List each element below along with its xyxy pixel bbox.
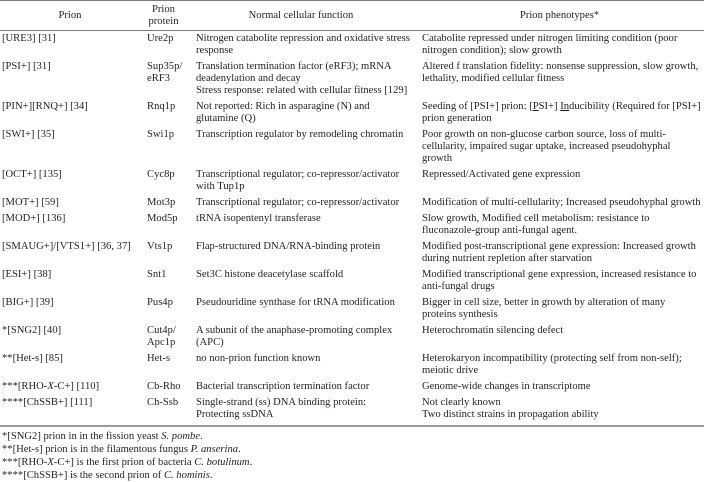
phenotype-text-part: In — [560, 101, 570, 112]
cell-prion-phenotype — [415, 99, 704, 127]
table-row — [0, 59, 704, 99]
cell-prion: [MOT+] [59] — [2, 197, 59, 208]
footnote — [2, 456, 704, 469]
table-row — [0, 295, 704, 323]
cell-prion-phenotype-line: Heterochromatin silencing defect — [422, 325, 564, 336]
cell-prion-phenotype — [415, 127, 704, 167]
cell-normal-function — [187, 127, 415, 167]
header-normal-function: Normal cellular function — [187, 1, 415, 31]
cell-normal-function — [187, 351, 415, 379]
cell-prion: [ESI+] [38] — [2, 269, 52, 280]
cell-prion-phenotype — [415, 395, 704, 426]
cell-prion-protein-line: eRF3 — [147, 73, 170, 84]
cell-normal-function — [187, 395, 415, 426]
prion-name-part: -C+] [110] — [53, 381, 100, 392]
cell-prion-protein-line: Pus4p — [147, 297, 173, 308]
table-row — [0, 211, 704, 239]
footnote-part: *[SNG2] prion in in the fission yeast — [2, 431, 162, 442]
cell-prion-phenotype-line: Genome-wide changes in transcriptome — [422, 381, 591, 392]
cell-prion-protein — [140, 31, 187, 60]
cell-prion-protein — [140, 239, 187, 267]
table-row — [0, 395, 704, 426]
cell-normal-function — [187, 379, 415, 395]
footnote-part: -C+] is the first prion of bacteria — [53, 457, 195, 468]
cell-prion-protein-line: Cb-Rho — [147, 381, 181, 392]
cell-prion-protein — [140, 395, 187, 426]
cell-normal-function-line: Pseudouridine synthase for tRNA modification — [196, 297, 395, 308]
cell-prion-protein-line: Ure2p — [147, 33, 174, 44]
header-prion: Prion — [0, 1, 140, 31]
cell-normal-function — [187, 59, 415, 99]
cell-prion-phenotype-line: Not clearly known — [422, 397, 501, 408]
cell-prion: [PIN+][RNQ+] [34] — [2, 101, 88, 112]
cell-prion-protein — [140, 195, 187, 211]
cell-prion-protein-line: Rnq1p — [147, 101, 176, 112]
cell-prion-protein — [140, 295, 187, 323]
cell-prion: ****[ChSSB+] [111] — [0, 395, 140, 426]
cell-prion-phenotype-line: Two distinct strains in propagation ability — [422, 409, 599, 420]
cell-prion: **[Het-s] [85] — [2, 353, 63, 364]
cell-prion-protein-line: Snt1 — [147, 269, 167, 280]
phenotype-text-part: ducibility (Required for [PSI+] prion generation — [422, 101, 701, 124]
cell-prion-protein-line: Sup35p/ — [147, 61, 183, 72]
cell-prion-protein-line: Het-s — [147, 353, 170, 364]
table-row — [0, 351, 704, 379]
cell-prion-protein-line: Cyc8p — [147, 169, 175, 180]
cell-prion-protein-line: Swi1p — [147, 129, 175, 140]
footnote — [2, 469, 704, 482]
cell-prion-protein — [140, 211, 187, 239]
cell-prion-protein-line: Cut4p/ — [147, 325, 176, 336]
footnote-part: . — [249, 457, 253, 468]
cell-normal-function-line: Stress response: related with cellular fitness [129] — [196, 85, 408, 96]
cell-normal-function-line: Nitrogen catabolite repression and oxidative stress response — [196, 33, 410, 56]
cell-normal-function-line: Bacterial transcription termination factor — [196, 381, 370, 392]
table-row — [0, 127, 704, 167]
cell-prion-phenotype — [415, 239, 704, 267]
table-row — [0, 239, 704, 267]
cell-prion-protein — [140, 99, 187, 127]
cell-normal-function — [187, 195, 415, 211]
footnote-part: ***[RHO- — [2, 457, 48, 468]
phenotype-text-part: P — [532, 101, 539, 112]
cell-prion: [PSI+] [31] — [2, 61, 51, 72]
cell-prion: [BIG+] [39] — [2, 297, 54, 308]
cell-normal-function-line: tRNA isopentenyl transferase — [196, 213, 321, 224]
cell-prion-protein-line: Ch-Ssb — [147, 397, 179, 408]
cell-prion-phenotype-line: Heterokaryon incompatibility (protecting self from non-self); meiotic drive — [422, 353, 682, 376]
cell-normal-function-line: Flap-structured DNA/RNA-binding protein — [196, 241, 381, 252]
footnotes — [0, 427, 704, 482]
cell-prion-protein — [140, 127, 187, 167]
footnote-part: X — [47, 457, 54, 468]
header-prion-protein-line1: Prion — [152, 4, 175, 15]
cell-normal-function-line: Not reported: Rich in asparagine (N) and glutamine (Q) — [196, 101, 370, 124]
footnote-part: . — [200, 431, 203, 442]
cell-prion-phenotype-line: Repressed/Activated gene expression — [422, 169, 581, 180]
cell-normal-function — [187, 31, 415, 60]
cell-normal-function — [187, 323, 415, 351]
table-row — [0, 379, 704, 395]
cell-prion-phenotype-line: Slow growth, Modified cell metabolism: resistance to fluconazole-group anti-fungal agent. — [422, 213, 650, 236]
cell-prion-phenotype-line: Modification of multi-cellularity; Increased pseudohyphal growth — [422, 197, 701, 208]
cell-prion-protein-line: Mod5p — [147, 213, 178, 224]
cell-prion-phenotype-line: Altered f translation fidelity: nonsense suppression, slow growth, lethality, modified cellular fitness — [422, 61, 699, 84]
footnote-part: C. botulinum — [194, 457, 250, 468]
table-row — [0, 323, 704, 351]
cell-normal-function-line: Set3C histone deacetylase scaffold — [196, 269, 344, 280]
table-row — [0, 195, 704, 211]
footnote-part: S. pombe — [161, 431, 201, 442]
header-prion-protein — [140, 1, 187, 31]
table-row — [0, 167, 704, 195]
footnote-part: . — [238, 444, 241, 455]
cell-normal-function-line: Transcriptional regulator; co-repressor/activator — [196, 197, 400, 208]
prion-name-part: ***[RHO- — [2, 381, 48, 392]
footnote — [2, 443, 704, 456]
cell-prion-phenotype — [415, 323, 704, 351]
cell-prion-phenotype — [415, 31, 704, 60]
cell-prion: [OCT+] [135] — [2, 169, 62, 180]
cell-prion: [SWI+] [35] — [2, 129, 55, 140]
cell-prion-phenotype — [415, 295, 704, 323]
cell-normal-function-line: Protecting ssDNA — [196, 409, 274, 420]
prion-name-part: X — [47, 381, 54, 392]
cell-prion-phenotype-line: Modified post-transcriptional gene expression: Increased growth during nutrient repletion after starvation — [422, 241, 696, 264]
cell-prion-phenotype — [415, 195, 704, 211]
cell-prion-phenotype — [415, 211, 704, 239]
header-prion-protein-line2: protein — [148, 16, 179, 27]
cell-normal-function-line: A subunit of the anaphase-promoting complex (APC) — [196, 325, 393, 348]
cell-normal-function-line: Transcription regulator by remodeling chromatin — [196, 129, 404, 140]
cell-normal-function — [187, 267, 415, 295]
cell-prion: [URE3] [31] — [2, 33, 56, 44]
cell-normal-function-line: Single-strand (ss) DNA binding protein: — [196, 397, 367, 408]
cell-normal-function-line: Transcriptional regulator; co-repressor/activator with Tup1p — [196, 169, 400, 192]
table-row — [0, 31, 704, 60]
table-header-row — [0, 1, 704, 31]
cell-prion-phenotype — [415, 379, 704, 395]
table-row — [0, 267, 704, 295]
cell-prion-phenotype — [415, 267, 704, 295]
cell-prion: *[SNG2] [40] — [2, 325, 62, 336]
cell-prion-phenotype-line: Poor growth on non-glucose carbon source, loss of multi-cellularity, impaired sugar uptake, increased pseudohyphal growth — [422, 129, 671, 164]
footnote-part: . — [209, 470, 213, 481]
table-body — [0, 31, 704, 427]
cell-prion-protein-line: Vts1p — [147, 241, 173, 252]
phenotype-text-part: SI+] — [538, 101, 561, 112]
cell-prion-phenotype-line: Modified transcriptional gene expression, increased resistance to anti-fungal drugs — [422, 269, 697, 292]
cell-prion-protein — [140, 379, 187, 395]
cell-prion-protein — [140, 267, 187, 295]
header-prion-phenotypes: Prion phenotypes* — [415, 1, 704, 31]
cell-prion-protein — [140, 323, 187, 351]
cell-prion-protein — [140, 351, 187, 379]
phenotype-text-part: Seeding of [PSI+] prion: [ — [422, 101, 533, 112]
cell-normal-function — [187, 239, 415, 267]
cell-normal-function — [187, 167, 415, 195]
footnote-part: P. anserina — [190, 444, 239, 455]
cell-prion-phenotype — [415, 59, 704, 99]
cell-normal-function — [187, 295, 415, 323]
cell-prion-phenotype-line: Catabolite repressed under nitrogen limiting condition (poor nitrogen condition); slow growth — [422, 33, 678, 56]
cell-prion-protein-line: Mot3p — [147, 197, 176, 208]
footnote-part: ****[ChSSB+] is the second prion of — [2, 470, 164, 481]
cell-normal-function — [187, 211, 415, 239]
footnote — [2, 430, 704, 443]
cell-prion-protein — [140, 59, 187, 99]
cell-prion-phenotype — [415, 351, 704, 379]
cell-prion-phenotype-line: Bigger in cell size, better in growth by alteration of many proteins synthesis — [422, 297, 666, 320]
cell-prion-protein — [140, 167, 187, 195]
cell-prion: [MOD+] [136] — [2, 213, 66, 224]
cell-normal-function — [187, 99, 415, 127]
cell-normal-function-line: no non-prion function known — [196, 353, 321, 364]
footnote-part: **[Het-s] prion is in the filamentous fungus — [2, 444, 191, 455]
cell-prion: [SMAUG+]/[VTS1+] [36, 37] — [2, 241, 131, 252]
cell-normal-function-line: Translation termination factor (eRF3); mRNA deadenylation and decay — [196, 61, 391, 84]
cell-prion-protein-line: Apc1p — [147, 337, 176, 348]
table-row — [0, 99, 704, 127]
footnote-part: C. hominis — [163, 470, 210, 481]
cell-prion-phenotype — [415, 167, 704, 195]
cell-prion — [0, 379, 140, 395]
